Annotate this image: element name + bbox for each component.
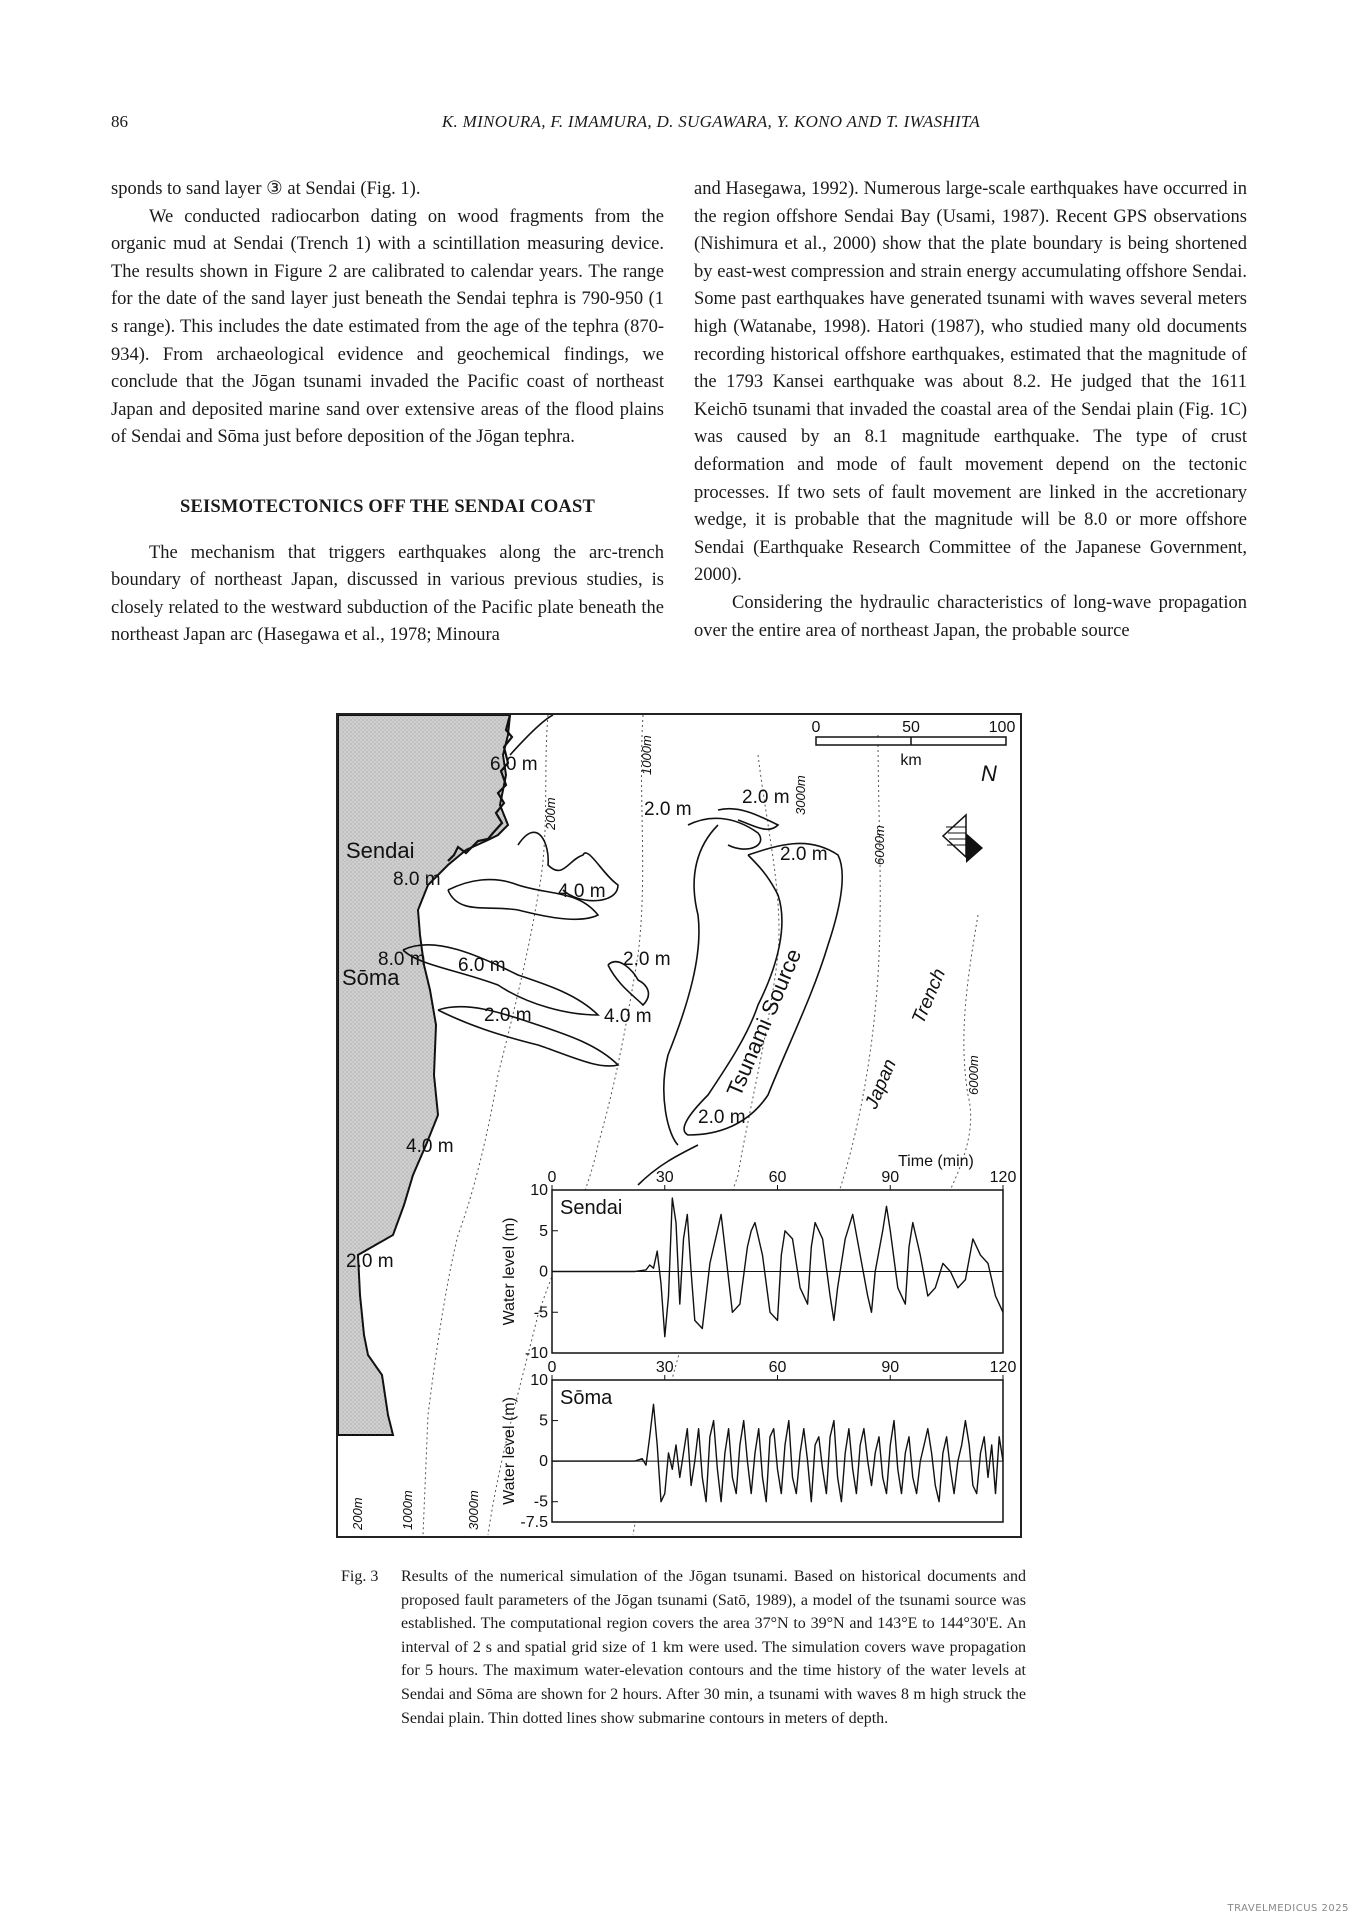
depth-label: 1000m xyxy=(400,1490,415,1530)
depth-label: 6000m xyxy=(966,1055,981,1095)
figure-svg xyxy=(338,715,1020,1536)
scale-tick-100: 100 xyxy=(988,719,1016,736)
chart-plot-frame xyxy=(552,1380,1003,1522)
paragraph: Considering the hydraulic characteristics of long-wave propagation over the entire area of northeast Japan, the probable source xyxy=(694,592,1247,641)
x-tick-label: 0 xyxy=(547,1169,557,1186)
caption-label: Fig. 3 xyxy=(341,1568,379,1585)
page-number: 86 xyxy=(111,112,128,131)
depth-label: 3000m xyxy=(466,1490,481,1530)
contour-label: 4.0 m xyxy=(604,1006,652,1027)
contour-label: 2.0 m xyxy=(623,949,671,970)
y-tick-label: 0 xyxy=(539,1263,548,1281)
right-column xyxy=(694,176,1247,645)
paragraph: sponds to sand layer ③ at Sendai (Fig. 1). xyxy=(111,179,421,199)
paragraph: The mechanism that triggers earthquakes along the arc-trench boundary of northeast Japan, discussed in various previous studies, is closely related to the westward subduction of the Pacific plate beneath the northeast Japan arc (Hasegawa et al., 1978; Minoura xyxy=(111,542,664,646)
left-column xyxy=(111,176,664,650)
x-tick-label: 30 xyxy=(655,1359,674,1376)
north-label: N xyxy=(981,761,997,786)
contour-label: 6.0 m xyxy=(458,955,506,976)
place-label-sendai: Sendai xyxy=(346,838,415,863)
y-tick-label: 0 xyxy=(539,1453,548,1471)
x-tick-label: 120 xyxy=(989,1169,1017,1186)
time-axis-label: Time (min) xyxy=(898,1153,974,1170)
y-tick-label: 10 xyxy=(530,1372,548,1389)
scale-tick-50: 50 xyxy=(902,719,920,736)
y-tick-label: 10 xyxy=(530,1182,548,1199)
chart-sendai xyxy=(501,1169,1016,1362)
page-header xyxy=(111,112,1251,136)
y-tick-label: -5 xyxy=(533,1304,548,1322)
contour-label: 2.0 m xyxy=(742,787,790,808)
scale-tick-0: 0 xyxy=(811,719,821,736)
depth-label: 3000m xyxy=(793,775,808,815)
x-tick-label: 60 xyxy=(768,1169,787,1186)
north-arrow-icon xyxy=(943,761,997,863)
depth-label: 200m xyxy=(350,1497,365,1530)
contour-label: 2.0 m xyxy=(780,844,828,865)
contour-label: 8.0 m xyxy=(378,949,426,970)
y-tick-label: -5 xyxy=(533,1493,548,1511)
paragraph: and Hasegawa, 1992). Numerous large-scale earthquakes have occurred in the region offshore Sendai Bay (Usami, 1987). Recent GPS observations (Nishimura et al., 2000) show that the plate boundary is being shortened by east-west compression and strain energy accumulating offshore Sendai. Some past earthquakes have generated tsunami with waves several meters high (Watanabe, 1998). Hatori (1987), who studied many old documents recording historical offshore earthquakes, estimated that the magnitude of the 1793 Kansei earthquake was about 8.2. He judged that the 1611 Keichō tsunami that invaded the coastal area of the Sendai plain (Fig. 1C) was caused by an 8.1 magnitude earthquake. The type of crust deformation and mode of fault movement depend on the tectonic processes. If two sets of fault movement are linked in the accretionary wedge, it is probable that the magnitude will be 8.0 or more offshore Sendai (Earthquake Research Committee of the Japanese Government, 2000). xyxy=(694,179,1247,586)
y-tick-label: 5 xyxy=(539,1412,548,1430)
y-axis-label: Water level (m) xyxy=(501,1217,518,1326)
watermark: TRAVELMEDICUS 2025 xyxy=(1227,1903,1349,1914)
contour-label: 2.0 m xyxy=(698,1107,746,1128)
land-coastline xyxy=(338,715,510,1435)
running-head-authors: K. MINOURA, F. IMAMURA, D. SUGAWARA, Y. KONO AND T. IWASHITA xyxy=(441,112,981,131)
contour-label: 4.0 m xyxy=(406,1136,454,1157)
paragraph: We conducted radiocarbon dating on wood fragments from the organic mud at Sendai (Trench 1) with a scintillation measuring device. The results shown in Figure 2 are calibrated to calendar years. The range for the date of the sand layer just beneath the Sendai tephra is 790-950 (1 s range). This includes the date estimated from the age of the tephra (870-934). From archaeological evidence and geochemical findings, we conclude that the Jōgan tsunami invaded the Pacific coast of northeast Japan and deposited marine sand over extensive areas of the flood plains of Sendai and Sōma just before deposition of the Jōgan tephra. xyxy=(111,206,664,448)
figure-3 xyxy=(336,713,1022,1538)
scale-unit: km xyxy=(900,752,922,769)
depth-label: 1000m xyxy=(639,735,654,775)
contour-label: 8.0 m xyxy=(393,869,441,890)
contour-label: 2.0 m xyxy=(644,799,692,820)
chart-soma xyxy=(501,1359,1016,1531)
x-tick-label: 0 xyxy=(547,1359,557,1376)
japan-label: Japan xyxy=(861,1056,901,1112)
x-tick-label: 30 xyxy=(655,1169,674,1186)
contour-label: 2.0 m xyxy=(346,1251,394,1272)
section-heading: SEISMOTECTONICS OFF THE SENDAI COAST xyxy=(180,496,595,517)
place-label-soma: Sōma xyxy=(342,965,400,990)
y-tick-label: -10 xyxy=(524,1345,548,1362)
chart-title: Sōma xyxy=(560,1387,613,1409)
contour-label: 2.0 m xyxy=(484,1005,532,1026)
contour-label: 6.0 m xyxy=(490,754,538,775)
x-tick-label: 120 xyxy=(989,1359,1017,1376)
depth-label: 6000m xyxy=(872,825,887,865)
chart-title: Sendai xyxy=(560,1197,623,1219)
y-tick-label: 5 xyxy=(539,1222,548,1240)
contour-label: 4.0 m xyxy=(558,881,606,902)
y-axis-label: Water level (m) xyxy=(501,1397,518,1505)
x-tick-label: 90 xyxy=(881,1359,900,1376)
caption-text: Results of the numerical simulation of the Jōgan tsunami. Based on historical documents and proposed fault parameters of the Jōgan tsunami (Satō, 1989), a model of the tsunami source was established. The computational region covers the area 37°N to 39°N and 143°E to 144°30'E. An interval of 2 s and spatial grid size of 1 km were used. The simulation covers wave propagation for 5 hours. The maximum water-elevation contours and the time history of the water levels at Sendai and Sōma are shown for 2 hours. After 30 min, a tsunami with waves 8 m high struck the Sendai plain. Thin dotted lines show submarine contours in meters of depth. xyxy=(401,1568,1026,1727)
depth-label: 200m xyxy=(543,797,558,830)
x-tick-label: 90 xyxy=(881,1169,900,1186)
x-tick-label: 60 xyxy=(768,1359,787,1376)
y-tick-label: -7.5 xyxy=(520,1514,548,1531)
trench-label: Trench xyxy=(908,965,951,1027)
tsunami-source-label: Tsunami Source xyxy=(721,944,807,1100)
